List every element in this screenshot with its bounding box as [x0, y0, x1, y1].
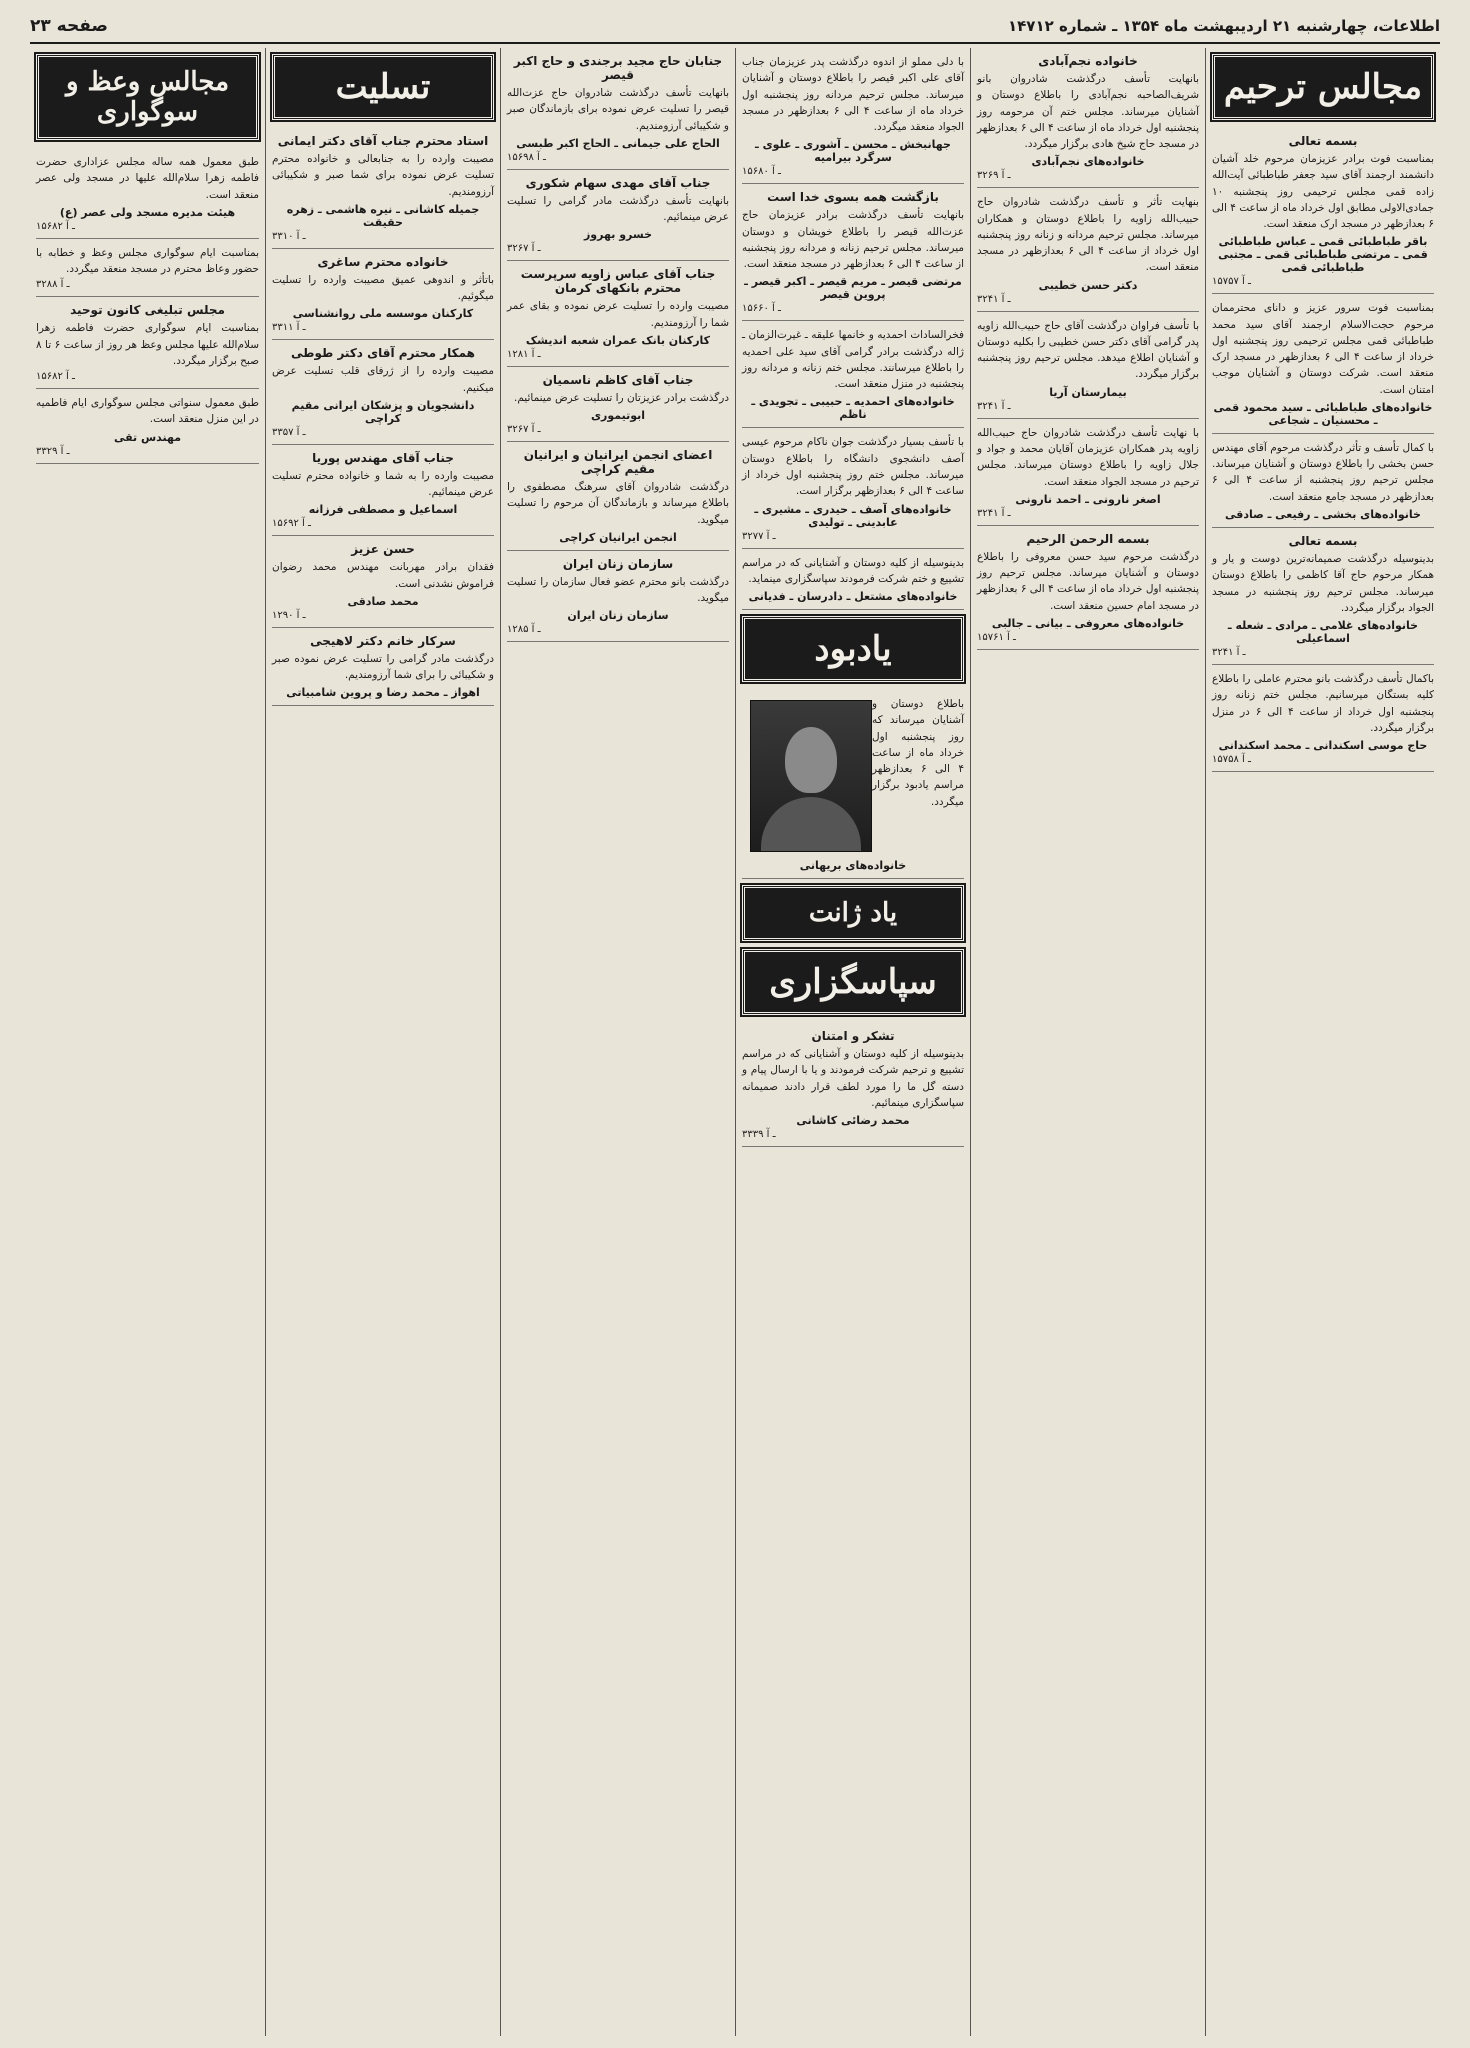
- notice-sign: خانواده‌های آصف ـ حیدری ـ مشیری ـ عابدینی ـ تولیدی: [754, 502, 952, 529]
- notice-code: ۱۲۸۱ ـ آ: [507, 348, 541, 360]
- notice-head: مجلس تبلیغی کانون توحید: [70, 303, 225, 318]
- notice-code: ۱۵۷۶۱ ـ آ: [977, 631, 1016, 643]
- notice-body: مصیبت وارده را به شما و خانواده محترم تسلیت عرض مینمائیم.: [272, 469, 494, 499]
- notice-body: با تأسف فراوان درگذشت آقای حاج حبیب‌الله زاویه پدر گرامی آقای دکتر حسن خطیبی را بکلیه دوستان و آشنایان اطلاع میدهد. مجلس ترحیم روز پنجشنبه برگزار میگردد.: [977, 319, 1199, 381]
- notice-code: ۳۲۸۸ ـ آ: [36, 279, 70, 291]
- death-notice: [1212, 128, 1434, 294]
- notice-sign: کارکنان بانک عمران شعبه اندیشک: [525, 333, 711, 347]
- banner-tasliat: تسلیت: [272, 54, 494, 120]
- sepas-head: تشکر و امتنان: [811, 1029, 895, 1044]
- notice-head: استاد محترم جناب آقای دکتر ایمانی: [277, 134, 489, 148]
- banner-majales-tarhim: مجالس ترحیم: [1212, 54, 1434, 120]
- notice-sign: جهانبخش ـ محسن ـ آشوری ـ علوی ـ سرگرد بیرامیه: [755, 138, 951, 165]
- banner-vaz-sogvari: مجالس وعظ و سوگواری: [36, 54, 259, 140]
- death-notice: [1212, 434, 1434, 528]
- death-notice: [1212, 294, 1434, 434]
- death-notice: [36, 148, 259, 239]
- notice-code: ۱۵۷۵۸ ـ آ: [1212, 754, 1251, 766]
- death-notice: [36, 297, 259, 389]
- death-notice: [742, 549, 964, 611]
- notice-sign: سازمان زنان ایران: [567, 609, 669, 623]
- death-notice: [742, 321, 964, 428]
- sepas-code: ۳۳۳۹ ـ آ: [742, 1129, 776, 1141]
- notice-head: جناب آقای مهدی سهام شکوری: [525, 175, 711, 190]
- notice-body: با کمال تأسف و تأثر درگذشت مرحوم آقای مهندس حسن بخشی را باطلاع دوستان و آشنایان میرساند. مجلس ترحیم روز پنجشنبه از ساعت ۴ الی ۶ بعدازظهر در مسجد جامع منعقد است.: [1212, 441, 1434, 503]
- death-notice: [272, 536, 494, 628]
- notice-sign: دانشجویان و پزشکان ایرانی مقیم کراچی: [291, 398, 475, 425]
- column-3: [735, 48, 970, 2036]
- photo-notice: [742, 690, 964, 879]
- notice-body: درگذشت برادر عزیزتان را تسلیت عرض مینمائیم.: [513, 391, 729, 404]
- notice-head: حسن عزیز: [351, 542, 415, 557]
- notice-body: بدینوسیله درگذشت صمیمانه‌ترین دوست و یار و همکار مرحوم حاج آقا کاظمی را باطلاع دوستان میرساند. مجلس ترحیم روز پنجشنبه در مسجد الجواد برگزار میگردد.: [1212, 552, 1434, 614]
- death-notice: [742, 48, 964, 184]
- notice-sign: اصغر نارونی ـ احمد نارونی: [1015, 492, 1161, 506]
- notice-head: جناب آقای کاظم ناسمیان: [542, 372, 694, 387]
- notice-code: ۱۵۶۸۲ ـ آ: [36, 371, 75, 383]
- column-5: [265, 48, 500, 2036]
- death-notice: [272, 445, 494, 537]
- notice-sign: دکتر حسن خطیبی: [1038, 278, 1138, 292]
- death-notice: [272, 249, 494, 341]
- newspaper-columns: [30, 48, 1440, 2036]
- banner-yadbood: یادبود: [742, 616, 964, 682]
- notice-body: طبق معمول همه ساله مجلس عزاداری حضرت فاطمه زهرا سلام‌الله علیها در مسجد ولی عصر منعقد است.: [36, 156, 259, 201]
- column-1: [1205, 48, 1440, 2036]
- notice-sign: اهواز ـ محمد رضا و پروین شامبیاتی: [286, 686, 480, 700]
- death-notice: [272, 340, 494, 445]
- notice-body: باتأثر و اندوهی عمیق مصیبت وارده را تسلیت میگوئیم.: [272, 273, 494, 303]
- death-notice: [742, 184, 964, 321]
- notice-sign: حاج موسی اسکندانی ـ محمد اسکندانی: [1218, 739, 1428, 753]
- banner-sepasgozari: سپاسگزاری: [742, 949, 964, 1015]
- notice-head: بازگشت همه بسوی خدا است: [767, 190, 939, 205]
- notice-code: ۱۵۷۵۷ ـ آ: [1212, 276, 1251, 288]
- death-notice: [977, 419, 1199, 526]
- notice-sign: محمد صادقی: [347, 594, 419, 608]
- notice-code: ۱۵۶۹۸ ـ آ: [507, 151, 546, 163]
- notice-code: ۱۲۸۵ ـ آ: [507, 624, 541, 636]
- notice-code: ۳۲۶۹ ـ آ: [977, 170, 1011, 182]
- death-notice: [507, 551, 729, 643]
- notice-code: ۱۵۶۹۲ ـ آ: [272, 518, 311, 530]
- notice-head: اعضای انجمن ایرانیان و ایرانیان مقیم کراچی: [523, 448, 713, 477]
- notice-body: درگذشت مرحوم سید حسن معروفی را باطلاع دوستان و آشنایان میرساند. مجلس ترحیم روز پنجشنبه اول خرداد ماه از ساعت ۴ الی ۶ بعدازظهر در مسجد امام حسین منعقد است.: [977, 550, 1199, 612]
- photo-notice-sign: خانواده‌های بریهانی: [799, 859, 907, 873]
- notice-code: ۱۲۹۰ ـ آ: [272, 609, 306, 621]
- death-notice: [977, 312, 1199, 419]
- death-notice: [36, 239, 259, 298]
- death-notice: [507, 442, 729, 551]
- notice-head: سرکار خانم دکتر لاهیجی: [310, 633, 456, 648]
- notice-body: درگذشت مادر گرامی را تسلیت عرض نموده صبر و شکیبائی را برای شما آرزومندیم.: [272, 652, 494, 682]
- notice-body: بانهایت تأسف درگذشت شادروان حاج عزت‌الله قیصر را تسلیت عرض نموده برای بازماندگان صبر و شکیبائی آرزومندیم.: [507, 87, 729, 132]
- notice-sign: خانواده‌های نجم‌آبادی: [1031, 155, 1145, 169]
- death-notice: [507, 367, 729, 442]
- notice-code: ۳۳۵۷ ـ آ: [272, 426, 306, 438]
- notice-code: ۳۲۴۱ ـ آ: [977, 507, 1011, 519]
- portrait-shoulders: [761, 797, 861, 851]
- notice-body: طبق معمول سنواتی مجلس سوگواری ایام فاطمیه در این منزل منعقد است.: [36, 397, 259, 426]
- sepas-sign: محمد رضائی کاشانی: [796, 1114, 910, 1128]
- notice-sign: بیمارستان آریا: [1049, 385, 1127, 399]
- death-notice: [36, 389, 259, 464]
- notice-sign: الحاج علی جیمانی ـ الحاج اکبر طبسی: [516, 136, 720, 150]
- photo-notice-body: باطلاع دوستان و آشنایان میرساند که روز پنجشنبه اول خرداد ماه از ساعت ۴ الی ۶ بعدازظهر مراسم یادبود برگزار میگردد.: [872, 698, 964, 808]
- death-notice: [272, 628, 494, 707]
- notice-body: بمناسبت فوت سرور عزیز و دانای محترممان مرحوم حجت‌الاسلام ارجمند آقای سید محمد طباطبائی قمی مجلس ترحیمی روز پنجشنبه اول خرداد از ساعت ۴ الی ۶ بعدازظهر در مسجد ارک منعقد است. شرکت دوستان و آشنایان موجب امتنان است.: [1212, 302, 1434, 396]
- notice-body: با نهایت تأسف درگذشت شادروان حاج حبیب‌الله زاویه پدر همکاران عزیزمان آقایان محمد و جواد و جلال زاویه را باطلاع دوستان میرساند. مجلس ترحیم در مسجد الجواد منعقد است.: [977, 426, 1199, 488]
- notice-sign: انجمن ایرانیان کراچی: [559, 530, 677, 544]
- notice-body: درگذشت شادروان آقای سرهنگ مصطفوی را باطلاع میرساند و بازماندگان آن مرحوم را تسلیت میگوید.: [507, 481, 729, 526]
- notice-head: بسمه الرحمن الرحیم: [1026, 531, 1150, 546]
- notice-head: خانواده نجم‌آبادی: [1038, 54, 1138, 68]
- notice-code: ۳۲۶۷ ـ آ: [507, 243, 541, 255]
- notice-sign: باقر طباطبائی قمی ـ عباس طباطبائی قمی ـ مرتضی طباطبائی قمی ـ مجتبی طباطبائی قمی: [1218, 235, 1428, 275]
- notice-code: ۳۲۶۷ ـ آ: [507, 424, 541, 436]
- column-4: [500, 48, 735, 2036]
- notice-body: بمناسبت ایام سوگواری حضرت فاطمه زهرا سلام‌الله علیها مجلس وعظ هر روز از ساعت ۶ تا ۸ صبح برگزار میگردد.: [36, 322, 260, 367]
- notice-body: مصیبت وارده را به جنابعالی و خانواده محترم تسلیت عرض نموده برای شما صبر و شکیبائی آرزومندیم.: [272, 153, 494, 198]
- notice-sign: خانواده‌های طباطبائی ـ سید محمود قمی ـ محسنیان ـ شجاعی: [1213, 400, 1433, 427]
- notice-code: ۳۳۲۹ ـ آ: [36, 445, 70, 457]
- notice-code: ۱۵۶۶۰ ـ آ: [742, 303, 781, 315]
- notice-code: ۳۲۷۷ ـ آ: [742, 530, 776, 542]
- notice-head: جناب آقای مهندس پوریا: [312, 450, 454, 465]
- notice-head: خانواده محترم ساغری: [317, 254, 449, 269]
- notice-body: بمناسبت ایام سوگواری مجلس وعظ و خطابه با حضور وعاظ محترم در مسجد منعقد میگردد.: [36, 246, 259, 276]
- notice-body: فقدان برادر مهربانت مهندس محمد رضوان فراموش نشدنی است.: [272, 561, 494, 590]
- death-notice: [977, 188, 1199, 311]
- notice-code: ۳۲۴۱ ـ آ: [1212, 647, 1246, 659]
- masthead-date: اطلاعات، چهارشنبه ۲۱ اردیبهشت ماه ۱۳۵۴ ـ شماره ۱۴۷۱۲: [1008, 17, 1440, 35]
- sepas-body: بدینوسیله از کلیه دوستان و آشنایانی که در مراسم تشییع و ترحیم شرکت فرمودند و یا با ارسال پیام و دسته گل ما را مورد لطف قرار دادند صمیمانه سپاسگزاری مینمائیم.: [742, 1048, 964, 1109]
- column-6: [30, 48, 265, 2036]
- notice-body: درگذشت بانو محترم عضو فعال سازمان را تسلیت میگوید.: [507, 575, 729, 605]
- death-notice: [742, 428, 964, 548]
- notice-sign: خانواده‌های غلامی ـ مرادی ـ شعله ـ اسماعیلی: [1227, 619, 1419, 646]
- death-notice: [1212, 665, 1434, 772]
- notice-head: بسمه تعالی: [1288, 533, 1358, 548]
- notice-sign: کارکنان موسسه ملی روانشناسی: [292, 307, 474, 321]
- sepas-notice: [742, 1023, 964, 1147]
- notice-code: ۱۵۶۸۲ ـ آ: [36, 220, 75, 232]
- notice-sign: ابوتیموری: [590, 409, 646, 423]
- notice-body: بدینوسیله از کلیه دوستان و آشنایانی که در مراسم تشییع و ختم شرکت فرمودند سپاسگزاری مینماید.: [742, 556, 964, 585]
- notice-head: همکار محترم آقای دکتر طوطی: [291, 346, 475, 361]
- notice-sign: جمیله کاشانی ـ نیره هاشمی ـ زهره حقیقت: [286, 202, 480, 229]
- notice-sign: خانواده‌های احمدیه ـ حبیبی ـ تجویدی ـ ناظم: [751, 395, 955, 422]
- death-notice: [507, 48, 729, 170]
- notice-head: جنابان حاج مجید برجندی و حاج اکبر قیصر: [513, 54, 723, 82]
- notice-head: جناب آقای عباس زاویه سرپرست محترم بانکهای کرمان: [520, 267, 716, 296]
- notice-code: ۳۲۴۱ ـ آ: [977, 400, 1011, 412]
- notice-body: بانهایت تأسف درگذشت برادر عزیزمان حاج عزت‌الله قیصر را باطلاع خویشان و دوستان میرساند. مجلس ترحیم زنانه و مردانه روز پنجشنبه از ساعت ۴ الی ۶ بعدازظهر در مسجد منعقد است.: [742, 209, 964, 271]
- death-notice: [977, 526, 1199, 650]
- notice-head: سازمان زنان ایران: [562, 556, 674, 571]
- portrait-face: [785, 727, 837, 793]
- portrait-photo: [750, 700, 872, 852]
- death-notice: [1212, 528, 1434, 665]
- notice-code: ۳۳۱۰ ـ آ: [272, 230, 306, 242]
- notice-body: بنهایت تأثر و تأسف درگذشت شادروان حاج حبیب‌الله زاویه را باطلاع دوستان و همکاران میرساند. مجلس ترحیم مردانه و زنانه روز پنجشنبه اول خرداد از ساعت ۴ الی ۶ بعدازظهر در مسجد منعقد است.: [977, 196, 1199, 274]
- notice-head: بسمه تعالی: [1288, 134, 1358, 148]
- notice-code: ۳۲۴۱ ـ آ: [977, 293, 1011, 305]
- death-notice: [977, 48, 1199, 188]
- notice-sign: مرتضی قیصر ـ مریم قیصر ـ اکبر قیصر ـ پروین قیصر: [744, 275, 962, 302]
- notice-code: ۱۵۶۸۰ ـ آ: [742, 166, 781, 178]
- column-2: [970, 48, 1205, 2036]
- notice-body: با تأسف بسیار درگذشت جوان ناکام مرحوم عیسی آصف دانشجوی دانشگاه را باطلاع دوستان میرساند. مجلس ختم روز پنجشنبه اول خرداد از ساعت ۴ الی ۶ بعدازظهر برگزار است.: [742, 436, 964, 498]
- death-notice: [507, 261, 729, 367]
- page-header: [30, 14, 1440, 44]
- notice-sign: خانواده‌های مشتعل ـ دادرسان ـ فدیانی: [748, 590, 958, 604]
- notice-body: مصیبت وارده را تسلیت عرض نموده و بقای عمر شما را آرزومندیم.: [507, 300, 729, 329]
- notice-body: بمناسبت فوت برادر عزیزمان مرحوم خلد آشیان دانشمند ارجمند آقای سید جعفر طباطبائی آیت‌الله زاده قمی مجلس ترحیمی روز پنجشنبه ۱۰ جمادی‌الاولی مطابق اول خرداد ماه از ساعت ۴ الی ۶ بعدازظهر در مسجد ارک منعقد است.: [1212, 153, 1434, 231]
- notice-body: باکمال تأسف درگذشت بانو محترم عاملی را باطلاع کلیه بستگان میرسانیم. مجلس ختم زنانه روز پنجشنبه اول خرداد از ساعت ۴ الی ۶ در منزل برگزار میگردد.: [1212, 673, 1435, 734]
- notice-body: با دلی مملو از اندوه درگذشت پدر عزیزمان جناب آقای علی اکبر قیصر را باطلاع دوستان و آشنایان میرساند. مجلس ترحیم مردانه روز پنجشنبه اول خرداد ماه از ساعت ۴ الی ۶ بعدازظهر در مسجد الجواد منعقد میگردد.: [742, 56, 964, 134]
- banner-yad-jan: یاد ژانت: [742, 885, 964, 941]
- death-notice: [272, 128, 494, 249]
- death-notice: [507, 170, 729, 262]
- notice-sign: خانواده‌های معروفی ـ بیانی ـ جالبی: [991, 616, 1185, 630]
- notice-body: مصیبت وارده را از ژرفای قلب تسلیت عرض میکنیم.: [272, 365, 494, 394]
- notice-code: ۳۳۱۱ ـ آ: [272, 322, 306, 334]
- notice-body: بانهایت تأسف درگذشت شادروان بانو شریف‌الصاحبه نجم‌آبادی را باطلاع دوستان و آشنایان میرساند. مجلس ختم آن مرحومه روز پنجشنبه اول خرداد ماه از ساعت ۴ الی ۶ بعدازظهر در مسجد حاج شیخ هادی برگزار میگردد.: [977, 73, 1199, 151]
- page-number: صفحه ۲۳: [30, 16, 108, 36]
- notice-sign: هیئت مدیره مسجد ولی عصر (ع): [59, 205, 236, 219]
- notice-body: فخرالسادات احمدیه و خانمها علیقه ـ غیرت‌الزمان ـ ژاله درگذشت برادر گرامی آقای سید علی احمدیه را باطلاع میرسانند. مجلس ختم زنانه و مردانه روز پنجشنبه در منزل منعقد است.: [742, 329, 964, 391]
- notice-sign: مهندس تقی: [113, 430, 182, 444]
- notice-sign: خانواده‌های بخشی ـ رفیعی ـ صادقی: [1225, 507, 1421, 521]
- notice-body: بانهایت تأسف درگذشت مادر گرامی را تسلیت عرض مینمائیم.: [507, 194, 729, 224]
- notice-sign: خسرو بهروز: [583, 228, 653, 242]
- notice-sign: اسماعیل و مصطفی فرزانه: [308, 503, 458, 517]
